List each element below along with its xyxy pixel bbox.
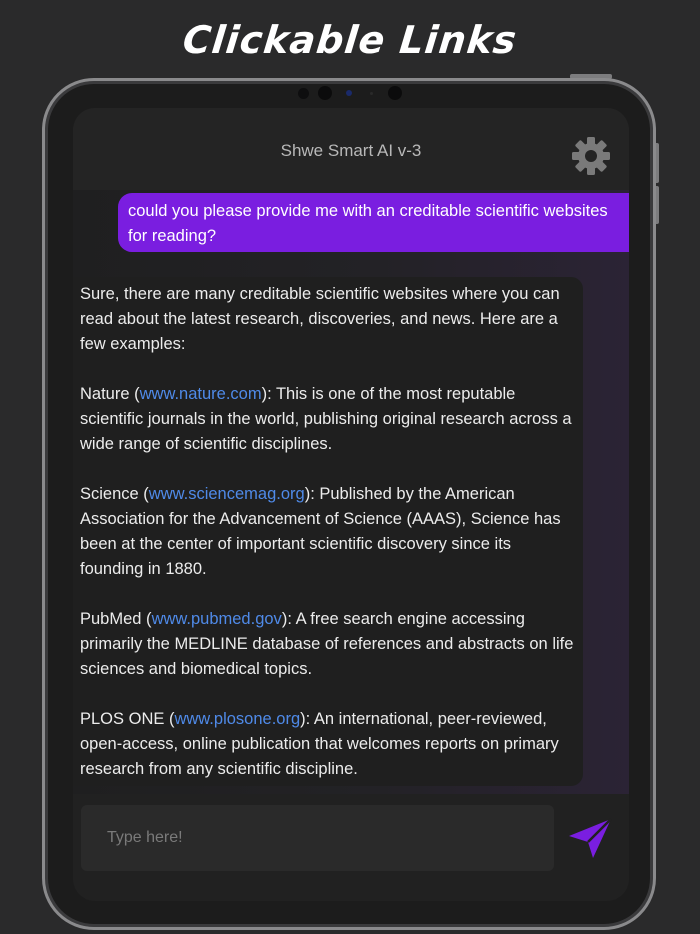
ai-response-bubble bbox=[73, 277, 583, 786]
chat-area[interactable] bbox=[73, 190, 629, 794]
site-description: : An international, peer-reviewed, open-access, online publication that welcomes reports on primary research from any scientific discipline. bbox=[80, 710, 559, 778]
message-input-box[interactable] bbox=[81, 805, 554, 871]
app-screen bbox=[73, 108, 629, 901]
site-entry-science: Science (www.sciencemag.org): Published by the American Association for the Advancement of Science (AAAS), Science has been at the center of important scientific discovery since its founding in 1880. bbox=[80, 485, 561, 578]
sensor-dot bbox=[298, 88, 309, 99]
site-name: PLOS ONE bbox=[80, 710, 165, 728]
app-header bbox=[73, 108, 629, 190]
site-name: PubMed bbox=[80, 610, 142, 628]
link-nature[interactable]: www.nature.com bbox=[139, 385, 262, 403]
site-entry-pubmed: PubMed (www.pubmed.gov): A free search engine accessing primarily the MEDLINE database of references and abstracts on life sciences and biomedical topics. bbox=[80, 610, 574, 678]
camera-bar bbox=[292, 84, 410, 102]
camera-lens bbox=[318, 86, 332, 100]
composer-bar bbox=[73, 794, 629, 901]
site-entry-nature: Nature (www.nature.com): This is one of the most reputable scientific journals in the world, publishing original research across a wide range of scientific disciplines. bbox=[80, 385, 572, 453]
user-message-bubble: could you please provide me with an creditable scientific websites for reading? bbox=[118, 193, 629, 252]
send-icon[interactable] bbox=[567, 816, 615, 860]
app-title: Shwe Smart AI v-3 bbox=[280, 141, 422, 160]
banner-title: Clickable Links bbox=[180, 18, 520, 62]
link-pubmed[interactable]: www.pubmed.gov bbox=[151, 610, 282, 628]
site-entry-plosone: PLOS ONE (www.plosone.org): An international, peer-reviewed, open-access, online publication that welcomes reports on primary research from any scientific discipline. bbox=[80, 710, 559, 778]
site-name: Nature bbox=[80, 385, 130, 403]
gear-icon[interactable] bbox=[571, 136, 611, 176]
site-description: : A free search engine accessing primarily the MEDLINE database of references and abstracts on life sciences and biomedical topics. bbox=[80, 610, 574, 678]
site-name: Science bbox=[80, 485, 139, 503]
site-description: : This is one of the most reputable scientific journals in the world, publishing original research across a wide range of scientific disciplines. bbox=[80, 385, 572, 453]
link-sciencemag[interactable]: www.sciencemag.org bbox=[148, 485, 305, 503]
ai-intro-text: Sure, there are many creditable scientific websites where you can read about the latest research, discoveries, and news. Here are a few examples: bbox=[80, 285, 560, 353]
site-description: : Published by the American Association for the Advancement of Science (AAAS), Science has been at the center of important scientific discovery since its founding in 1880. bbox=[80, 485, 561, 578]
sensor-lens bbox=[388, 86, 402, 100]
link-plosone[interactable]: www.plosone.org bbox=[174, 710, 301, 728]
camera-indicator bbox=[346, 90, 352, 96]
message-input[interactable] bbox=[81, 805, 554, 871]
sensor-dot bbox=[370, 92, 373, 95]
